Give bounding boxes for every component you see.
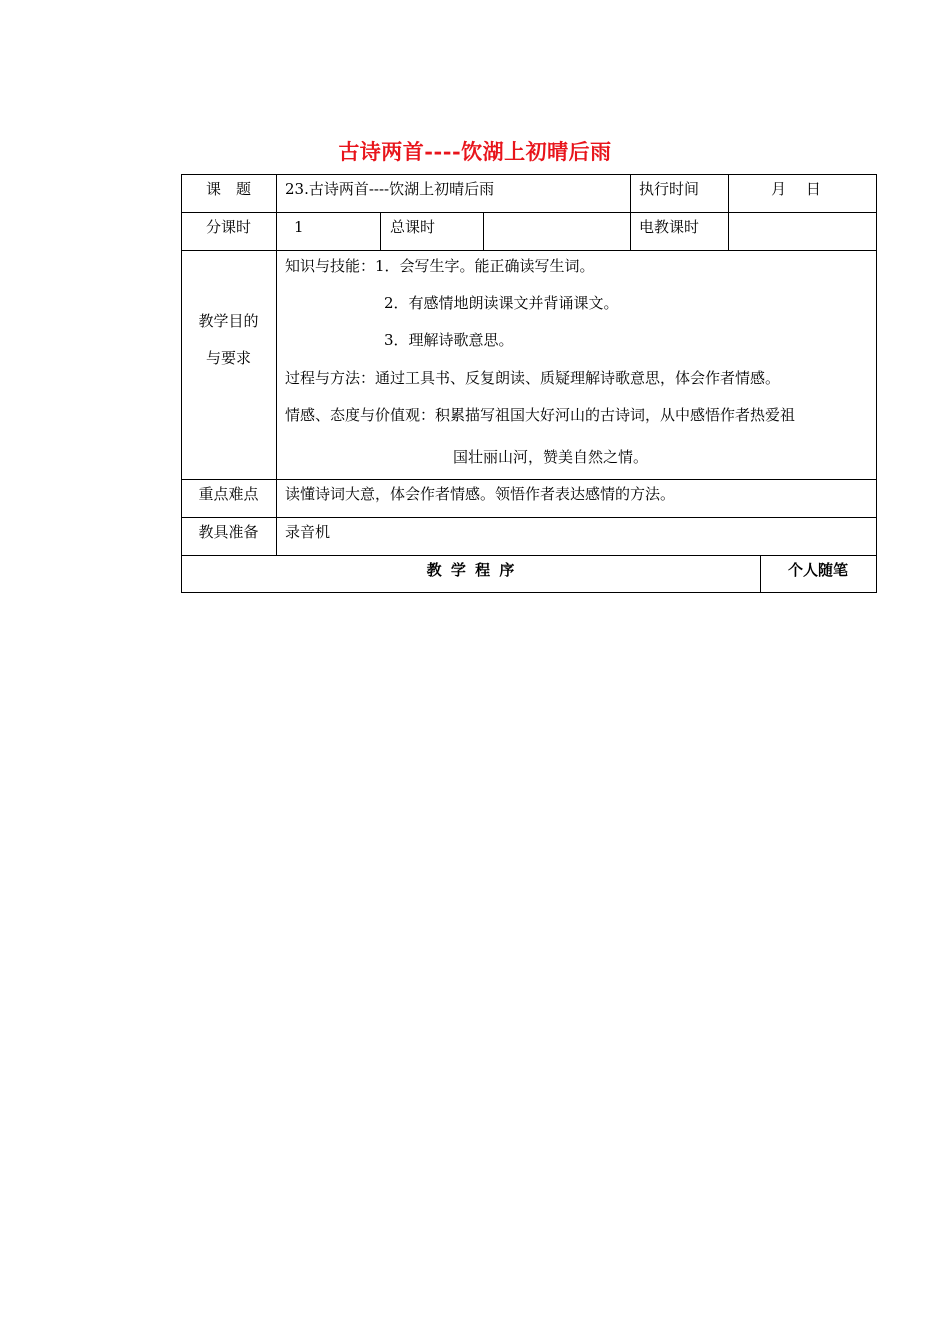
table-border <box>630 174 631 250</box>
knowledge-item: 2．有感情地朗读课文并背诵课文。 <box>384 294 619 312</box>
document-title: 古诗两首----饮湖上初晴后雨 <box>338 139 612 164</box>
knowledge-skills-label: 知识与技能： <box>285 257 376 275</box>
teaching-procedure-header: 教 学 程 序 <box>426 561 515 579</box>
emotion-values-line2: 国壮丽山河，赞美自然之情。 <box>453 448 649 466</box>
total-sessions-label: 总课时 <box>390 218 436 236</box>
key-points-label: 重点难点 <box>198 485 259 503</box>
session-value: 1 <box>294 218 304 236</box>
table-border <box>181 517 877 518</box>
table-border <box>876 174 877 593</box>
table-border <box>483 212 484 250</box>
table-border <box>380 212 381 250</box>
exec-time-value: 月 日 <box>771 180 821 198</box>
table-border <box>181 479 877 480</box>
materials-label: 教具准备 <box>198 523 259 541</box>
topic-value: 23.古诗两首----饮湖上初晴后雨 <box>285 180 495 198</box>
knowledge-item: 1．会写生字。能正确读写生词。 <box>375 257 595 275</box>
table-border <box>181 212 877 213</box>
multimedia-sessions-label: 电教课时 <box>639 218 700 236</box>
table-border <box>276 174 277 555</box>
key-points-value: 读懂诗词大意，体会作者情感。领悟作者表达感情的方法。 <box>285 485 676 503</box>
personal-notes-header: 个人随笔 <box>787 561 848 579</box>
knowledge-item: 3．理解诗歌意思。 <box>384 331 514 349</box>
objectives-label-line: 与要求 <box>205 349 251 367</box>
exec-time-label: 执行时间 <box>639 180 700 198</box>
objectives-label-line: 教学目的 <box>198 312 259 330</box>
materials-value: 录音机 <box>285 523 331 541</box>
process-methods: 过程与方法：通过工具书、反复朗读、质疑理解诗歌意思，体会作者情感。 <box>285 369 781 387</box>
session-label: 分课时 <box>205 218 251 236</box>
knowledge-skills-line <box>285 256 865 276</box>
topic-label: 课 题 <box>205 180 251 198</box>
table-border <box>181 592 877 593</box>
table-border <box>181 555 877 556</box>
emotion-values-line1: 情感、态度与价值观：积累描写祖国大好河山的古诗词，从中感悟作者热爱祖 <box>285 406 796 424</box>
table-border <box>181 250 877 251</box>
objectives-label <box>181 303 276 377</box>
table-border <box>181 174 877 175</box>
